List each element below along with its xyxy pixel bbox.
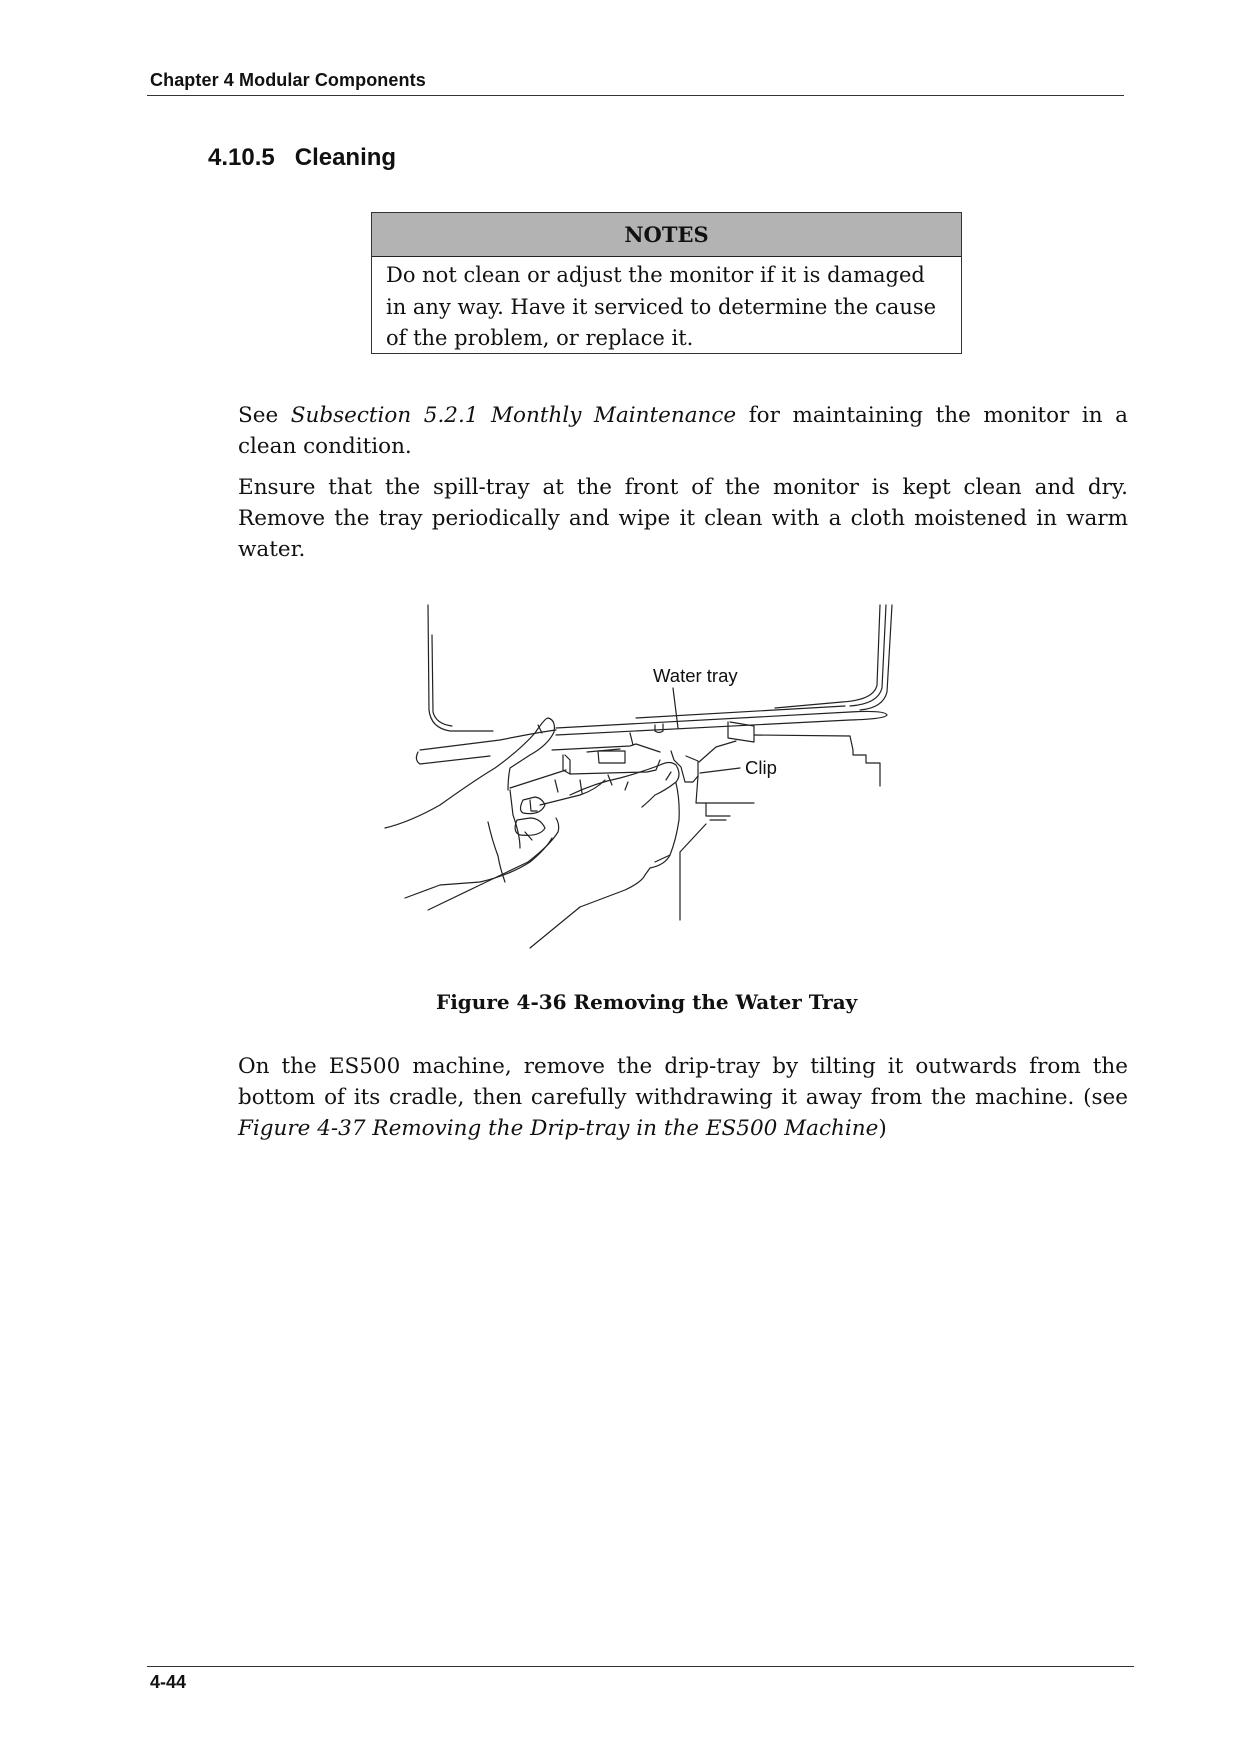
figure-reference: Figure 4-37 Removing the Drip-tray in the ES500 Machine: [238, 1116, 879, 1141]
page-number: 4-44: [150, 1672, 187, 1692]
running-header: Chapter 4 Modular Components: [150, 70, 426, 90]
section-heading: 4.10.5 Cleaning: [208, 144, 397, 171]
paragraph-text: ): [878, 1116, 887, 1141]
paragraph-see-subsection: [238, 400, 1128, 462]
paragraph-text: See: [238, 403, 291, 428]
notes-body: Do not clean or adjust the monitor if it is damaged in any way. Have it serviced to determine the cause of the problem, or replace it.: [386, 263, 937, 350]
figure-water-tray-illustration: [380, 600, 900, 970]
subsection-reference: Subsection 5.2.1 Monthly Maintenance: [290, 403, 737, 428]
paragraph-es500-drip-tray: [238, 1051, 1128, 1144]
paragraph-text: On the ES500 machine, remove the drip-tray by tilting it outwards from the bottom of its cradle, then carefully withdrawing it away from the machine. (see: [238, 1054, 1128, 1110]
notes-box: [371, 212, 962, 354]
notes-title: NOTES: [372, 213, 961, 257]
water-tray-drawing: [380, 600, 900, 970]
figure-caption: Figure 4-36 Removing the Water Tray: [436, 990, 858, 1014]
header-rule: [147, 95, 1124, 96]
clip-label: Clip: [745, 757, 777, 778]
footer-rule: [147, 1666, 1134, 1667]
paragraph-spill-tray: Ensure that the spill-tray at the front of the monitor is kept clean and dry. Remove the tray periodically and wipe it clean with a cloth moistened in warm water.: [238, 475, 1128, 562]
water-tray-label: Water tray: [653, 665, 738, 686]
paragraph-text: for maintaining the monitor in a clean condition.: [238, 403, 1128, 459]
